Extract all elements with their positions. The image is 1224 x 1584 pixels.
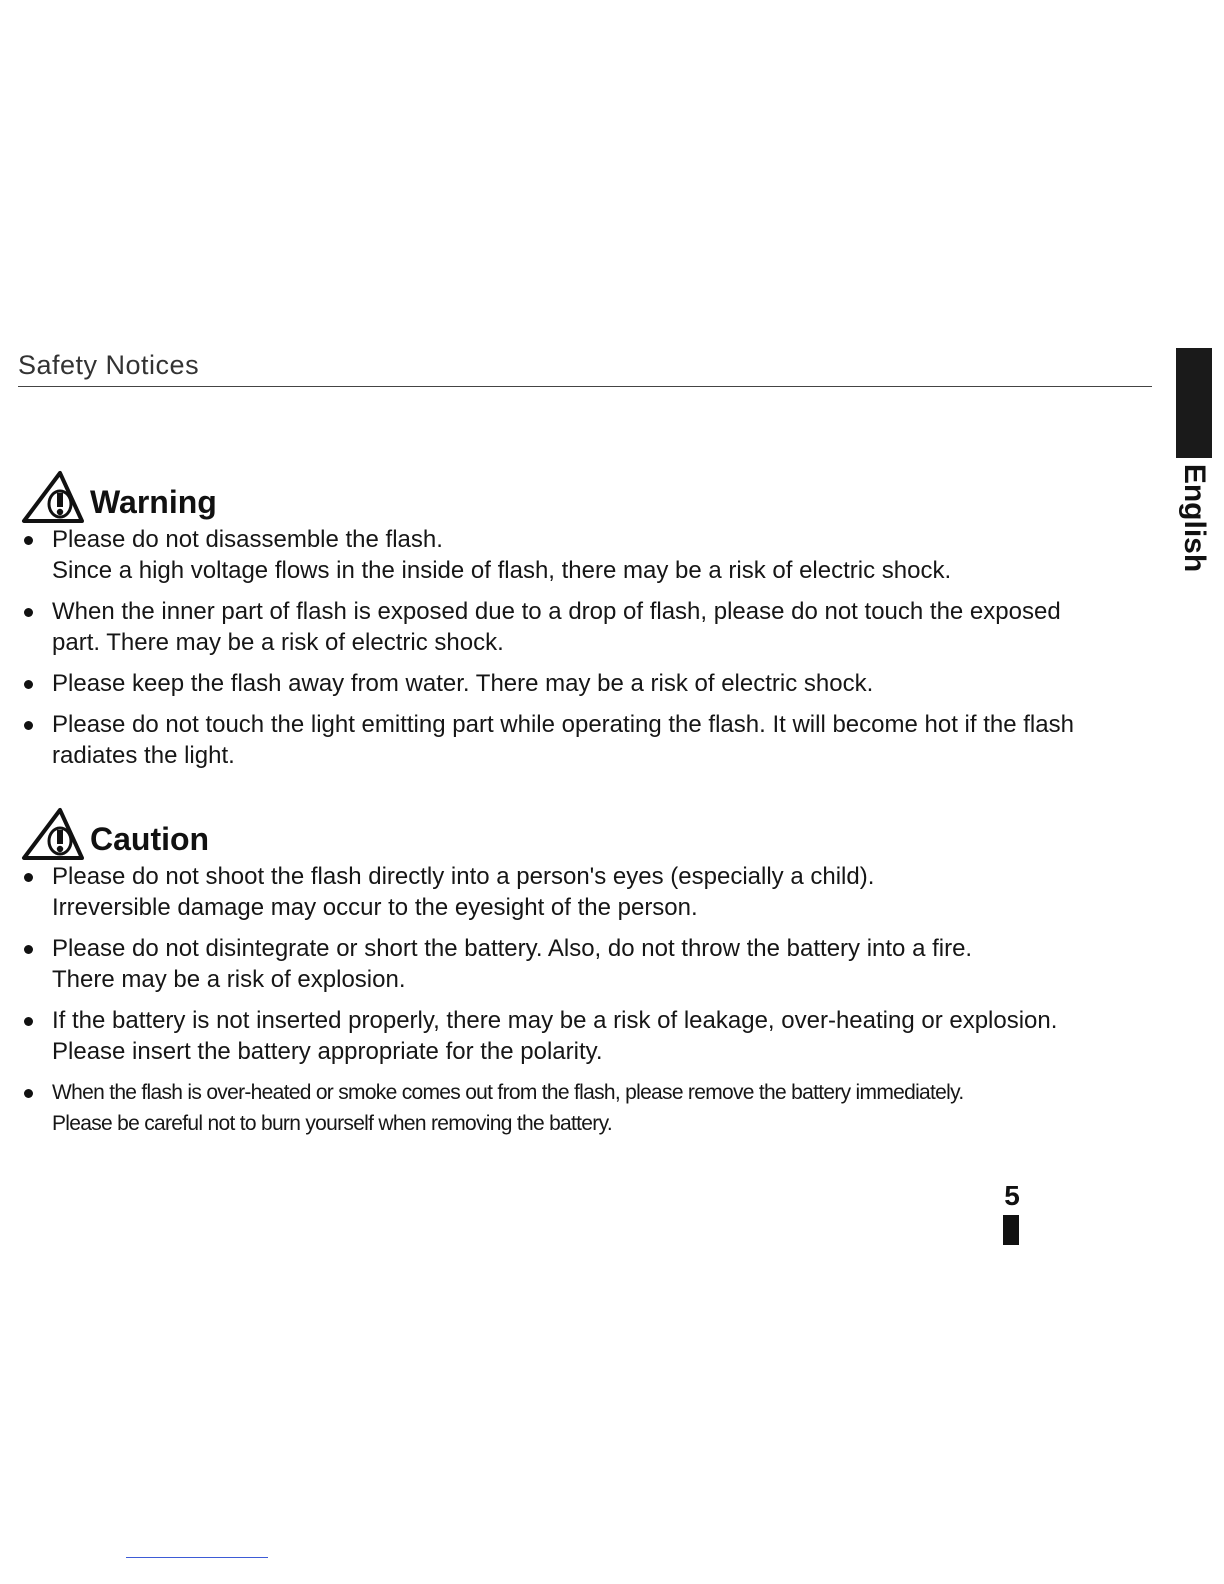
item-text: Please do not shoot the flash directly into a person's eyes (especially a child). [52, 863, 875, 890]
item-text: If the battery is not inserted properly, there may be a risk of leakage, over-heating or explosion. [52, 1007, 1058, 1034]
side-tab-label: English [1178, 463, 1211, 573]
list-item [18, 596, 1158, 658]
item-text: Please do not disintegrate or short the battery. Also, do not throw the battery into a fire. [52, 935, 973, 962]
warning-list [18, 524, 1158, 771]
list-item [18, 709, 1158, 771]
caution-icon [18, 805, 88, 861]
caution-title: Caution [90, 821, 210, 857]
item-text: Irreversible damage may occur to the eyesight of the person. [52, 894, 698, 921]
list-item [18, 524, 1158, 586]
list-item [18, 1005, 1158, 1067]
warning-heading [18, 468, 1158, 524]
page-number: 5 [1004, 1180, 1020, 1211]
divider [126, 1557, 268, 1558]
page-marker [1003, 1215, 1019, 1245]
warning-section [18, 468, 1158, 781]
item-text: part. There may be a risk of electric shock. [52, 629, 504, 656]
item-text: When the flash is over-heated or smoke comes out from the flash, please remove the battery immediately. [52, 1081, 964, 1104]
item-text: Please be careful not to burn yourself when removing the battery. [52, 1112, 612, 1135]
side-tab [1176, 458, 1212, 578]
list-item [18, 668, 1158, 699]
page-title: Safety Notices [18, 350, 200, 380]
caution-section [18, 805, 1158, 1149]
caution-heading [18, 805, 1158, 861]
item-text: Since a high voltage flows in the inside of flash, there may be a risk of electric shock. [52, 557, 952, 584]
item-text: Please do not disassemble the flash. [52, 526, 443, 553]
caution-list [18, 861, 1158, 1139]
item-text: When the inner part of flash is exposed due to a drop of flash, please do not touch the exposed [52, 598, 1061, 625]
list-item [18, 861, 1158, 923]
item-text: There may be a risk of explosion. [52, 966, 406, 993]
item-text: radiates the light. [52, 742, 235, 769]
list-item [18, 1077, 1158, 1139]
item-text: Please keep the flash away from water. There may be a risk of electric shock. [52, 670, 874, 697]
item-text: Please insert the battery appropriate for the polarity. [52, 1038, 603, 1065]
item-text: Please do not touch the light emitting part while operating the flash. It will become hot if the flash [52, 711, 1074, 738]
page-header [18, 350, 1152, 387]
warning-title: Warning [90, 484, 217, 520]
warning-icon [18, 468, 88, 524]
side-tab-marker [1176, 348, 1212, 458]
list-item [18, 933, 1158, 995]
